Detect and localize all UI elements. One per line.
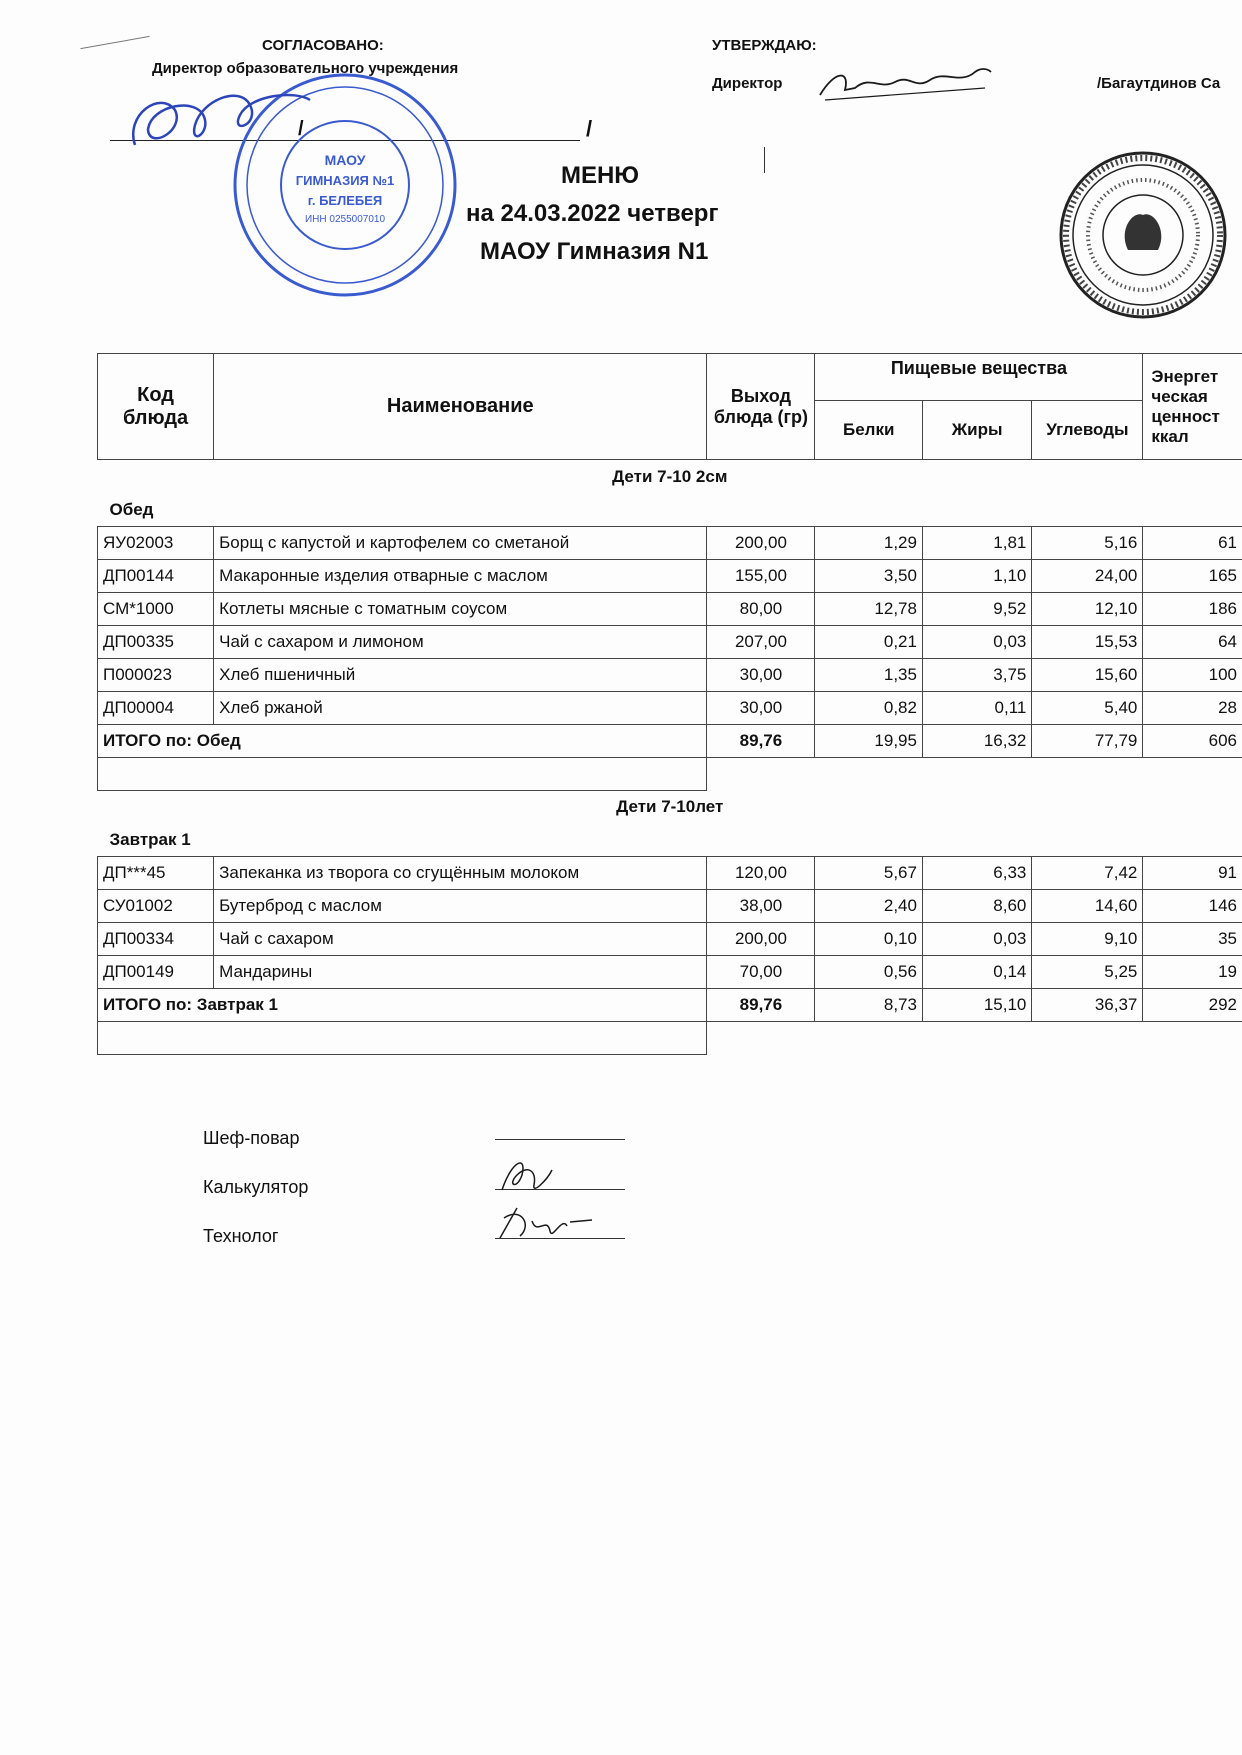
cell-energy: 19 — [1143, 956, 1242, 989]
header-nutrients: Пищевые вещества — [815, 354, 1143, 401]
cell-yield: 120,00 — [707, 857, 815, 890]
cell-fat: 3,75 — [922, 658, 1031, 691]
cell-yield: 70,00 — [707, 956, 815, 989]
cell-code: П000023 — [98, 658, 214, 691]
total-energy: 606 — [1143, 724, 1242, 757]
stamp-line-2: ГИМНАЗИЯ №1 — [295, 173, 395, 188]
cell-protein: 0,56 — [815, 956, 923, 989]
cell-fat: 0,14 — [922, 956, 1031, 989]
cell-carbs: 15,53 — [1032, 625, 1143, 658]
total-label: ИТОГО по: Обед — [98, 724, 707, 757]
cell-carbs: 24,00 — [1032, 559, 1143, 592]
table-row — [98, 592, 1242, 625]
cell-energy: 35 — [1143, 923, 1242, 956]
group-breakfast — [98, 790, 1242, 1055]
cell-protein: 5,67 — [815, 857, 923, 890]
cell-code: СМ*1000 — [98, 592, 214, 625]
cell-carbs: 5,16 — [1032, 526, 1143, 559]
cell-carbs: 7,42 — [1032, 857, 1143, 890]
cell-yield: 30,00 — [707, 658, 815, 691]
director-name: /Багаутдинов Са — [1097, 75, 1221, 92]
cell-protein: 0,21 — [815, 625, 923, 658]
group-lunch — [98, 460, 1242, 791]
menu-table — [97, 353, 1242, 1055]
total-yield: 89,76 — [707, 724, 815, 757]
cell-code: ДП00004 — [98, 691, 214, 724]
header-carbs: Углеводы — [1032, 401, 1143, 460]
table-row — [98, 890, 1242, 923]
cell-code: ЯУ02003 — [98, 526, 214, 559]
document-title — [420, 162, 780, 190]
cell-energy: 100 — [1143, 658, 1242, 691]
cell-energy: 186 — [1143, 592, 1242, 625]
cell-carbs: 12,10 — [1032, 592, 1143, 625]
director-label: Директор — [712, 75, 783, 92]
blank-row — [98, 1022, 1242, 1055]
table-row — [98, 691, 1242, 724]
cell-name: Хлеб ржаной — [214, 691, 707, 724]
cell-fat: 6,33 — [922, 857, 1031, 890]
cell-yield: 200,00 — [707, 526, 815, 559]
cell-fat: 8,60 — [922, 890, 1031, 923]
approved-slash-end: / — [586, 116, 593, 141]
cell-carbs: 15,60 — [1032, 658, 1143, 691]
total-row — [98, 989, 1242, 1022]
total-fat: 15,10 — [922, 989, 1031, 1022]
title-date: на 24.03.2022 четверг — [466, 200, 719, 227]
stamp-line-1: МАОУ — [324, 152, 366, 168]
table-row — [98, 559, 1242, 592]
cell-code: ДП00149 — [98, 956, 214, 989]
table-row — [98, 625, 1242, 658]
signature-role-chef: Шеф-повар — [203, 1128, 300, 1148]
title-menu: МЕНЮ — [560, 162, 640, 189]
approved-slash: / — [298, 118, 304, 140]
cell-protein: 3,50 — [815, 559, 923, 592]
cell-name: Чай с сахаром и лимоном — [214, 625, 707, 658]
cell-yield: 200,00 — [707, 923, 815, 956]
blank-row — [98, 757, 1242, 790]
total-fat: 16,32 — [922, 724, 1031, 757]
cell-yield: 80,00 — [707, 592, 815, 625]
technologist-signature — [492, 1196, 602, 1248]
cell-fat: 0,03 — [922, 923, 1031, 956]
republic-round-stamp — [1058, 150, 1228, 320]
cell-energy: 28 — [1143, 691, 1242, 724]
table-row — [98, 956, 1242, 989]
header-yield: Выход блюда (гр) — [707, 354, 815, 460]
cell-name: Макаронные изделия отварные с маслом — [214, 559, 707, 592]
total-carbs: 36,37 — [1032, 989, 1143, 1022]
meal-title: Завтрак 1 — [109, 830, 191, 849]
blank-cell-right — [707, 757, 1242, 790]
cell-fat: 0,11 — [922, 691, 1031, 724]
total-yield: 89,76 — [707, 989, 815, 1022]
cell-energy: 61 — [1143, 526, 1242, 559]
cell-name: Чай с сахаром — [214, 923, 707, 956]
total-carbs: 77,79 — [1032, 724, 1143, 757]
cell-fat: 9,52 — [922, 592, 1031, 625]
group-title: Дети 7-10 2см — [612, 466, 728, 486]
cell-protein: 1,29 — [815, 526, 923, 559]
cell-yield: 207,00 — [707, 625, 815, 658]
cell-name: Котлеты мясные с томатным соусом — [214, 592, 707, 625]
cell-name: Мандарины — [214, 956, 707, 989]
stray-vertical-mark — [764, 147, 765, 173]
cell-name: Бутерброд с маслом — [214, 890, 707, 923]
cell-protein: 1,35 — [815, 658, 923, 691]
total-protein: 19,95 — [815, 724, 923, 757]
cell-yield: 155,00 — [707, 559, 815, 592]
cell-carbs: 9,10 — [1032, 923, 1143, 956]
blank-cell-right — [707, 1022, 1242, 1055]
confirm-title: УТВЕРЖДАЮ: — [712, 37, 817, 54]
table-row — [98, 526, 1242, 559]
cell-protein: 2,40 — [815, 890, 923, 923]
cell-energy: 165 — [1143, 559, 1242, 592]
cell-carbs: 5,25 — [1032, 956, 1143, 989]
title-school: МАОУ Гимназия N1 — [480, 238, 709, 265]
cell-energy: 64 — [1143, 625, 1242, 658]
cell-fat: 0,03 — [922, 625, 1031, 658]
cell-code: СУ01002 — [98, 890, 214, 923]
header-energy: Энергет ческая ценност ккал — [1143, 354, 1242, 460]
header-code: Код блюда — [98, 354, 214, 460]
table-row — [98, 857, 1242, 890]
cell-energy: 91 — [1143, 857, 1242, 890]
cell-protein: 0,82 — [815, 691, 923, 724]
total-row — [98, 724, 1242, 757]
cell-protein: 0,10 — [815, 923, 923, 956]
table-row — [98, 658, 1242, 691]
cell-name: Хлеб пшеничный — [214, 658, 707, 691]
approved-title: СОГЛАСОВАНО: — [262, 37, 384, 54]
cell-energy: 146 — [1143, 890, 1242, 923]
cell-carbs: 14,60 — [1032, 890, 1143, 923]
signature-role-technologist: Технолог — [203, 1226, 279, 1246]
cell-code: ДП00334 — [98, 923, 214, 956]
header-protein: Белки — [815, 401, 923, 460]
approved-signature — [120, 75, 320, 165]
total-energy: 292 — [1143, 989, 1242, 1022]
blank-cell — [98, 1022, 707, 1055]
stamp-line-4: ИНН 0255007010 — [304, 214, 386, 225]
total-label: ИТОГО по: Завтрак 1 — [98, 989, 707, 1022]
cell-name: Борщ с капустой и картофелем со сметаной — [214, 526, 707, 559]
total-protein: 8,73 — [815, 989, 923, 1022]
cell-yield: 30,00 — [707, 691, 815, 724]
cell-fat: 1,81 — [922, 526, 1031, 559]
cell-code: ДП***45 — [98, 857, 214, 890]
cell-name: Запеканка из творога со сгущённым молоком — [214, 857, 707, 890]
cell-code: ДП00144 — [98, 559, 214, 592]
director-signature — [815, 60, 995, 110]
approved-subtitle: Директор образовательного учреждения — [152, 60, 459, 77]
stray-pen-mark — [80, 36, 149, 49]
signature-line-chef — [495, 1139, 625, 1140]
cell-protein: 12,78 — [815, 592, 923, 625]
meal-title: Обед — [109, 499, 154, 519]
stamp-line-3: г. БЕЛЕБЕЯ — [307, 193, 383, 208]
cell-carbs: 5,40 — [1032, 691, 1143, 724]
cell-yield: 38,00 — [707, 890, 815, 923]
group-title: Дети 7-10лет — [616, 797, 724, 817]
header-fat: Жиры — [922, 401, 1031, 460]
blank-cell — [98, 757, 707, 790]
table-row — [98, 923, 1242, 956]
cell-code: ДП00335 — [98, 625, 214, 658]
calculator-signature — [492, 1150, 572, 1200]
signature-role-calculator: Калькулятор — [203, 1177, 309, 1197]
header-name: Наименование — [214, 354, 707, 460]
cell-fat: 1,10 — [922, 559, 1031, 592]
